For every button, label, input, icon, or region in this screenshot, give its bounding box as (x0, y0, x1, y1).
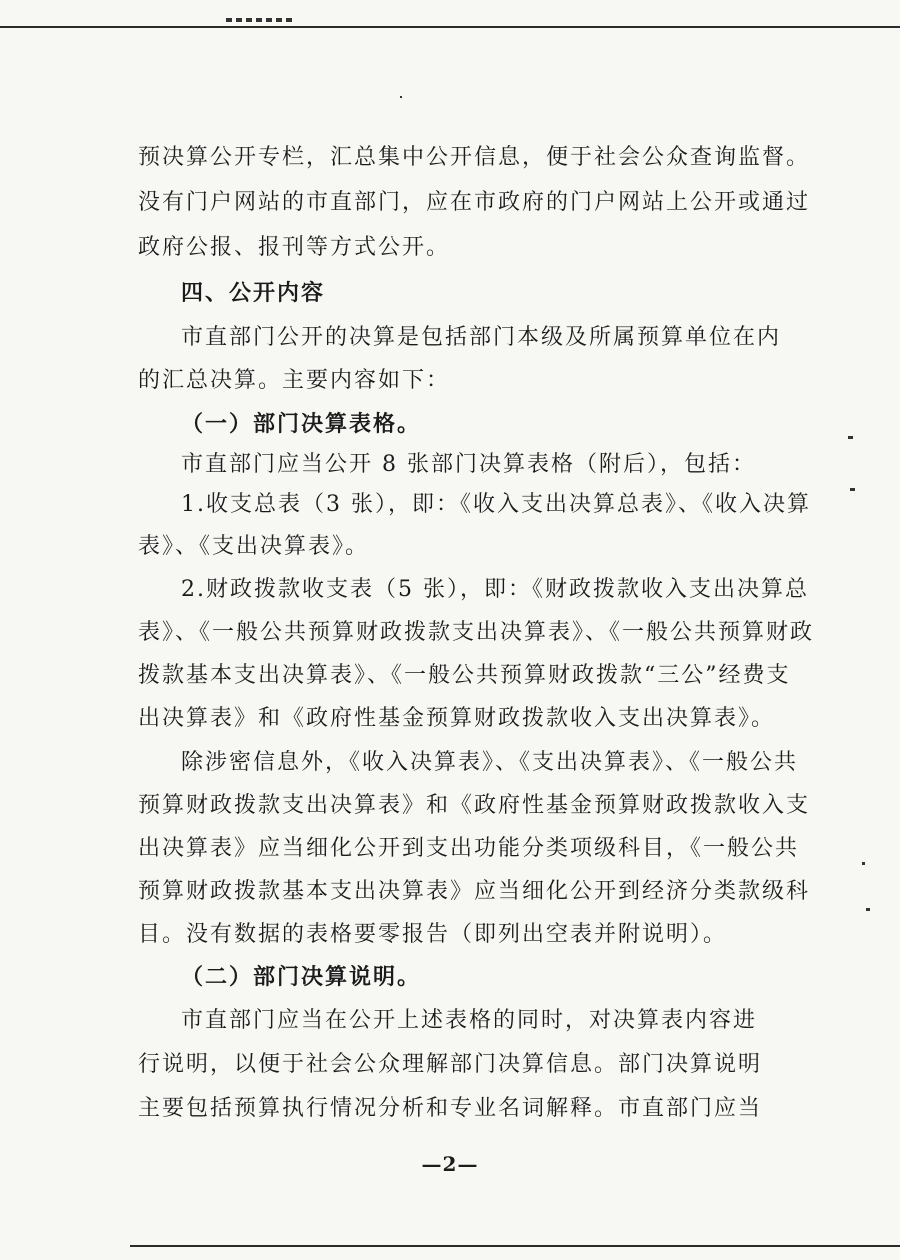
body-line-6: 的汇总决算。主要内容如下： (138, 368, 451, 393)
top-rule (0, 26, 900, 28)
body-line-15: 除涉密信息外，《收入决算表》、《支出决算表》、《一般公共 (181, 750, 799, 775)
scan-speck (400, 96, 402, 98)
page-number: —2— (421, 1152, 479, 1176)
body-line-2: 没有门户网站的市直部门，应在市政府的门户网站上公开或通过 (138, 190, 811, 215)
body-line-16: 预算财政拨款支出决算表》和《政府性基金预算财政拨款收入支 (138, 793, 811, 818)
body-line-10: 表》、《支出决算表》。 (138, 534, 370, 559)
scan-speck (850, 488, 855, 491)
subheading-1: （一）部门决算表格。 (181, 411, 422, 437)
body-line-19: 目。没有数据的表格要零报告（即列出空表并附说明）。 (138, 922, 728, 947)
body-line-13: 拨款基本支出决算表》、《一般公共预算财政拨款“三公”经费支 (138, 663, 791, 688)
top-scan-marks (226, 18, 296, 22)
body-line-8: 市直部门应当公开 8 张部门决算表格（附后），包括： (181, 452, 756, 477)
body-line-12: 表》、《一般公共预算财政拨款支出决算表》、《一般公共预算财政 (138, 620, 815, 645)
body-line-18: 预算财政拨款基本支出决算表》应当细化公开到经济分类款级科 (138, 879, 811, 904)
body-line-14: 出决算表》和《政府性基金预算财政拨款收入支出决算表》。 (138, 706, 776, 731)
scan-speck (862, 862, 865, 865)
body-line-5: 市直部门公开的决算是包括部门本级及所属预算单位在内 (181, 325, 782, 350)
body-line-21: 市直部门应当在公开上述表格的同时，对决算表内容进 (181, 1008, 758, 1033)
body-line-3: 政府公报、报刊等方式公开。 (138, 235, 451, 260)
body-line-17: 出决算表》应当细化公开到支出功能分类项级科目，《一般公共 (138, 836, 800, 861)
scan-speck (866, 908, 870, 911)
body-line-11: 2.财政拨款收支表（5 张），即：《财政拨款收入支出决算总 (181, 577, 809, 602)
bottom-rule (130, 1245, 900, 1247)
subheading-2: （二）部门决算说明。 (181, 964, 422, 990)
section-heading-4: 四、公开内容 (181, 280, 326, 306)
scan-speck (848, 436, 853, 439)
body-line-23: 主要包括预算执行情况分析和专业名词解释。市直部门应当 (138, 1096, 763, 1121)
body-line-22: 行说明，以便于社会公众理解部门决算信息。部门决算说明 (138, 1052, 763, 1077)
body-line-9: 1.收支总表（3 张），即：《收入支出决算总表》、《收入决算 (181, 492, 811, 517)
body-line-1: 预决算公开专栏，汇总集中公开信息，便于社会公众查询监督。 (138, 145, 811, 170)
